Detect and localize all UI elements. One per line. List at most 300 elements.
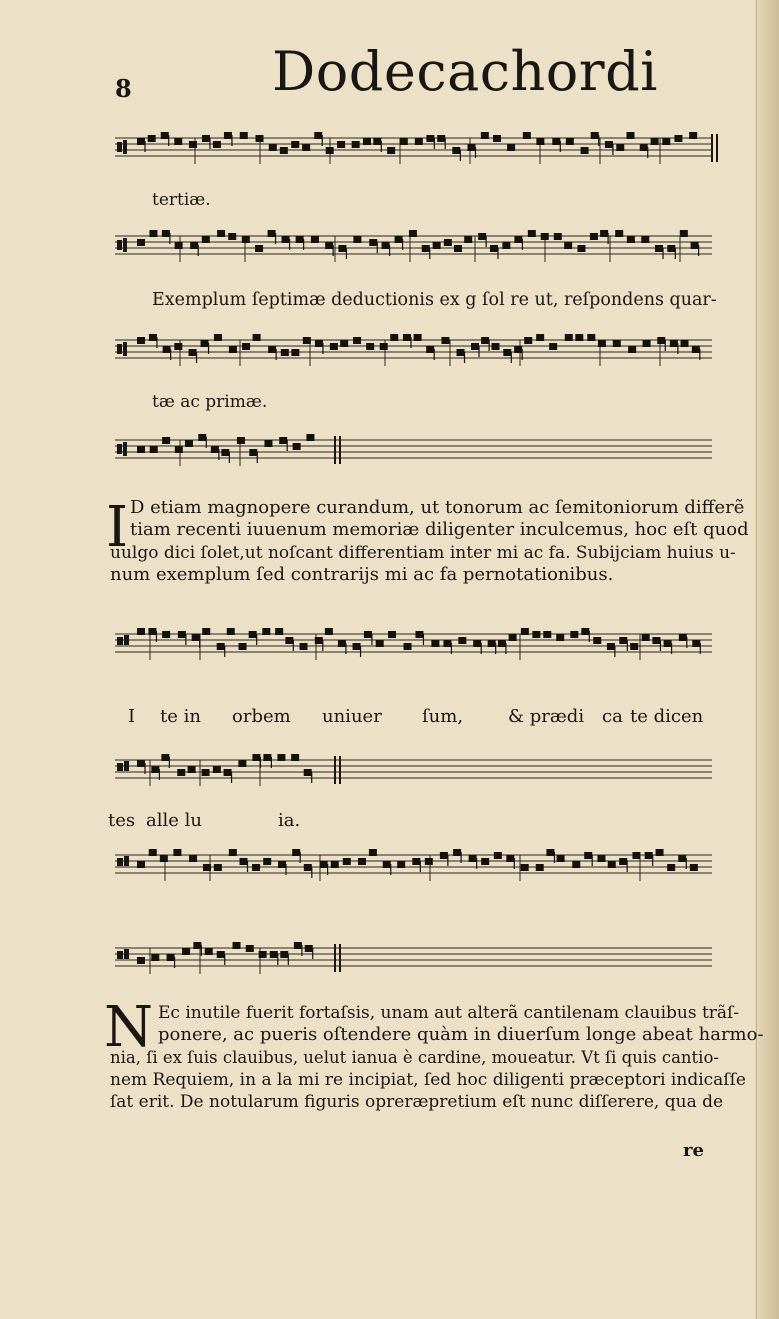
neume-note: [189, 349, 197, 356]
neume-note: [203, 864, 211, 871]
neume-note: [221, 449, 229, 456]
neume-note: [630, 643, 638, 650]
neume-note: [382, 242, 390, 249]
neume-note: [640, 144, 648, 151]
neume-note: [237, 437, 245, 444]
neume-note: [249, 631, 257, 638]
neume-note: [600, 230, 608, 237]
neume-note: [137, 239, 145, 246]
neume-note: [619, 637, 627, 644]
neume-note: [689, 132, 697, 139]
neume-note: [412, 858, 420, 865]
neume-note: [161, 754, 169, 761]
neume-note: [137, 628, 145, 635]
neume-note: [597, 855, 605, 862]
neume-note: [627, 132, 635, 139]
neume-note: [674, 135, 682, 142]
neume-note: [305, 945, 313, 952]
neume-note: [214, 864, 222, 871]
neume-note: [441, 337, 449, 344]
neume-note: [311, 236, 319, 243]
c-clef: [117, 240, 122, 250]
neume-note: [137, 138, 145, 145]
neume-note: [523, 132, 531, 139]
neume-note: [426, 135, 434, 142]
neume-note: [343, 858, 351, 865]
neume-note: [468, 144, 476, 151]
neume-note: [593, 637, 601, 644]
neume-note: [201, 340, 209, 347]
neume-note: [252, 754, 260, 761]
neume-note: [249, 449, 257, 456]
neume-note: [275, 628, 283, 635]
neume-note: [296, 236, 304, 243]
paragraph-line: nem Requiem, in a la mi re incipiat, ſed hoc diligenti præceptori indicaſſe: [110, 1069, 746, 1090]
neume-note: [285, 637, 293, 644]
neume-note: [242, 343, 250, 350]
neume-note: [566, 138, 574, 145]
neume-note: [167, 954, 175, 961]
neume-note: [137, 446, 145, 453]
neume-note: [217, 951, 225, 958]
neume-note: [667, 245, 675, 252]
neume-note: [481, 337, 489, 344]
neume-note: [259, 951, 267, 958]
neume-note: [325, 242, 333, 249]
neume-note: [376, 640, 384, 647]
neume-note: [303, 337, 311, 344]
neume-note: [233, 942, 241, 949]
neume-note: [473, 640, 481, 647]
neume-note: [353, 643, 361, 650]
neume-note: [175, 242, 183, 249]
neume-note: [330, 343, 338, 350]
neume-note: [162, 437, 170, 444]
neume-note: [641, 236, 649, 243]
neume-note: [281, 349, 289, 356]
chant-syllable: orbem: [232, 706, 291, 727]
neume-note: [506, 855, 514, 862]
neume-note: [185, 440, 193, 447]
neume-note: [137, 957, 145, 964]
f-clef: [117, 951, 123, 959]
neume-note: [619, 858, 627, 865]
neume-note: [291, 754, 299, 761]
neume-note: [678, 855, 686, 862]
page-number: 8: [115, 74, 132, 103]
neume-note: [268, 346, 276, 353]
neume-note: [263, 754, 271, 761]
neume-note: [692, 346, 700, 353]
neume-note: [314, 132, 322, 139]
neume-note: [426, 346, 434, 353]
neume-note: [502, 242, 510, 249]
neume-note: [306, 434, 314, 441]
running-head: Dodecachordi: [272, 40, 658, 103]
neume-note: [202, 135, 210, 142]
neume-note: [300, 643, 308, 650]
neume-note: [615, 230, 623, 237]
neume-note: [338, 640, 346, 647]
neume-note: [148, 135, 156, 142]
neume-note: [217, 230, 225, 237]
neume-note: [353, 337, 361, 344]
neume-note: [570, 631, 578, 638]
neume-note: [268, 230, 276, 237]
neume-note: [238, 760, 246, 767]
neume-note: [581, 628, 589, 635]
c-clef: [123, 140, 127, 154]
neume-note: [652, 637, 660, 644]
c-clef: [123, 342, 127, 356]
neume-note: [242, 236, 250, 243]
neume-note: [291, 141, 299, 148]
neume-note: [464, 236, 472, 243]
chant-syllable: ca: [602, 706, 623, 727]
f-clef: [124, 856, 129, 866]
neume-note: [607, 643, 615, 650]
paragraph-line: ſat erit. De notularum figuris opreræpretium eſt nunc diſſerere, qua de: [110, 1092, 724, 1113]
neume-note: [148, 628, 156, 635]
neume-note: [263, 858, 271, 865]
neume-note: [240, 132, 248, 139]
neume-note: [188, 766, 196, 773]
neume-note: [278, 861, 286, 868]
neume-note: [137, 337, 145, 344]
neume-note: [670, 340, 678, 347]
neume-note: [213, 141, 221, 148]
neume-note: [514, 236, 522, 243]
neume-note: [490, 245, 498, 252]
neume-note: [383, 861, 391, 868]
neume-note: [387, 147, 395, 154]
neume-note: [577, 245, 585, 252]
neume-note: [575, 334, 583, 341]
neume-note: [691, 242, 699, 249]
neume-note: [494, 852, 502, 859]
neume-note: [228, 233, 236, 240]
neume-note: [229, 849, 237, 856]
neume-note: [205, 948, 213, 955]
neume-note: [189, 141, 197, 148]
chant-syllable: uniuer: [322, 706, 382, 727]
f-clef: [124, 635, 129, 645]
neume-note: [651, 138, 659, 145]
neume-note: [655, 245, 663, 252]
neume-note: [280, 951, 288, 958]
neume-note: [277, 754, 285, 761]
lyric-tertiae: tertiæ.: [152, 190, 211, 210]
neume-note: [294, 942, 302, 949]
paragraph-line: tiam recenti iuuenum memoriæ diligenter inculcemus, hoc eſt quod: [130, 519, 749, 541]
neume-note: [182, 948, 190, 955]
neume-note: [642, 634, 650, 641]
neume-note: [256, 135, 264, 142]
neume-note: [656, 849, 664, 856]
neume-note: [667, 864, 675, 871]
neume-note: [280, 147, 288, 154]
paragraph-line: num exemplum ſed contrarijs mi ac fa pernotationibus.: [110, 563, 614, 585]
neume-note: [211, 446, 219, 453]
neume-note: [632, 852, 640, 859]
chant-syllable: & prædi: [508, 706, 585, 727]
neume-note: [458, 637, 466, 644]
chant-syllable: ſum,: [422, 706, 464, 727]
neume-note: [252, 864, 260, 871]
neume-note: [189, 855, 197, 862]
neume-note: [536, 138, 544, 145]
neume-note: [664, 640, 672, 647]
neume-note: [503, 349, 511, 356]
neume-note: [315, 340, 323, 347]
neume-note: [151, 766, 159, 773]
catchword: re: [683, 1140, 704, 1161]
initial-letter-n: N: [104, 995, 153, 1060]
neume-note: [680, 230, 688, 237]
neume-note: [255, 245, 263, 252]
c-clef: [117, 142, 122, 152]
neume-note: [224, 769, 232, 776]
neume-note: [584, 852, 592, 859]
neume-note: [175, 446, 183, 453]
neume-note: [217, 643, 225, 650]
neume-note: [536, 864, 544, 871]
neume-note: [452, 147, 460, 154]
neume-note: [453, 849, 461, 856]
neume-note: [190, 242, 198, 249]
neume-note: [163, 346, 171, 353]
neume-note: [478, 233, 486, 240]
neume-note: [481, 858, 489, 865]
neume-note: [304, 864, 312, 871]
neume-note: [471, 343, 479, 350]
neume-note: [409, 230, 417, 237]
neume-note: [454, 245, 462, 252]
neume-note: [369, 849, 377, 856]
neume-note: [532, 631, 540, 638]
f-clef: [117, 858, 123, 866]
neume-note: [162, 230, 170, 237]
neume-note: [246, 945, 254, 952]
neume-note: [352, 141, 360, 148]
neume-note: [543, 631, 551, 638]
neume-note: [541, 233, 549, 240]
neume-note: [202, 769, 210, 776]
neume-note: [498, 640, 506, 647]
chant-syllable: te in: [160, 706, 201, 727]
neume-note: [643, 340, 651, 347]
neume-note: [366, 343, 374, 350]
neume-note: [363, 138, 371, 145]
paragraph-one: [110, 497, 749, 586]
neume-note: [239, 643, 247, 650]
neume-note: [293, 443, 301, 450]
neume-note: [161, 132, 169, 139]
neume-note: [178, 631, 186, 638]
neume-note: [214, 334, 222, 341]
neume-note: [326, 147, 334, 154]
neume-note: [229, 346, 237, 353]
neume-note: [552, 138, 560, 145]
neume-note: [616, 144, 624, 151]
neume-note: [565, 334, 573, 341]
neume-note: [380, 343, 388, 350]
neume-note: [162, 631, 170, 638]
neume-note: [493, 135, 501, 142]
neume-note: [422, 245, 430, 252]
paragraph-line: nia, ſi ex ſuis clauibus, uelut ianua è cardine, moueatur. Vt ſi quis cantio-: [110, 1047, 719, 1067]
neume-note: [554, 233, 562, 240]
neume-note: [369, 239, 377, 246]
neume-note: [149, 334, 157, 341]
neume-note: [338, 245, 346, 252]
neume-note: [137, 861, 145, 868]
neume-note: [337, 141, 345, 148]
neume-note: [213, 766, 221, 773]
neume-note: [340, 340, 348, 347]
neume-note: [269, 144, 277, 151]
neume-note: [173, 849, 181, 856]
neume-note: [591, 132, 599, 139]
neume-note: [404, 643, 412, 650]
neume-note: [662, 138, 670, 145]
neume-note: [151, 954, 159, 961]
neume-note: [433, 242, 441, 249]
neume-note: [198, 434, 206, 441]
neume-note: [528, 230, 536, 237]
c-clef: [123, 238, 127, 252]
neume-note: [174, 343, 182, 350]
neume-note: [137, 760, 145, 767]
neume-note: [400, 138, 408, 145]
neume-note: [390, 334, 398, 341]
neume-note: [224, 132, 232, 139]
c-clef: [117, 344, 122, 354]
f-clef: [117, 637, 123, 645]
neume-note: [240, 858, 248, 865]
neume-note: [264, 440, 272, 447]
neume-note: [397, 861, 405, 868]
neume-note: [608, 861, 616, 868]
neume-note: [514, 346, 522, 353]
chant-syllable: ia.: [278, 810, 301, 831]
neume-note: [692, 640, 700, 647]
neume-note: [304, 769, 312, 776]
neume-note: [628, 346, 636, 353]
neume-note: [443, 640, 451, 647]
paragraph-line: Ec inutile fuerit fortaſsis, unam aut alterã cantilenam clauibus trãſ-: [158, 1003, 740, 1023]
neume-note: [431, 640, 439, 647]
chant-syllable: alle lu: [146, 810, 202, 831]
lyric-exemplum: Exemplum ſeptimæ deductionis ex g ſol re ut, reſpondens quar-: [152, 290, 717, 310]
neume-note: [373, 138, 381, 145]
f-clef: [117, 763, 123, 771]
neume-note: [193, 942, 201, 949]
neume-note: [291, 349, 299, 356]
neume-note: [564, 242, 572, 249]
neume-note: [403, 334, 411, 341]
neume-note: [149, 230, 157, 237]
neume-note: [202, 628, 210, 635]
neume-note: [425, 858, 433, 865]
neume-note: [253, 334, 261, 341]
neume-note: [657, 337, 665, 344]
neume-note: [177, 769, 185, 776]
neume-note: [320, 861, 328, 868]
neume-note: [353, 236, 361, 243]
neume-note: [202, 236, 210, 243]
neume-note: [150, 446, 158, 453]
neume-note: [440, 852, 448, 859]
neume-note: [227, 628, 235, 635]
paragraph-two: [110, 1002, 764, 1113]
neume-note: [491, 343, 499, 350]
neume-note: [572, 861, 580, 868]
paragraph-line: D etiam magnopere curandum, ut tonorum ac ſemitoniorum differẽ: [130, 497, 745, 518]
neume-note: [395, 236, 403, 243]
neume-note: [590, 233, 598, 240]
neume-note: [627, 236, 635, 243]
neume-note: [282, 236, 290, 243]
neume-note: [481, 132, 489, 139]
neume-note: [549, 343, 557, 350]
neume-note: [587, 334, 595, 341]
neume-note: [415, 631, 423, 638]
neume-note: [581, 147, 589, 154]
f-clef: [124, 761, 129, 771]
neume-note: [679, 634, 687, 641]
neume-note: [192, 634, 200, 641]
neume-note: [469, 855, 477, 862]
neume-note: [556, 634, 564, 641]
neume-note: [270, 951, 278, 958]
neume-note: [645, 852, 653, 859]
lyric-te-ac-primae: tæ ac primæ.: [152, 392, 268, 412]
neume-note: [507, 144, 515, 151]
neume-note: [415, 138, 423, 145]
neume-note: [292, 849, 300, 856]
c-clef: [117, 444, 122, 454]
neume-note: [262, 628, 270, 635]
neume-note: [437, 135, 445, 142]
neume-note: [605, 141, 613, 148]
neume-note: [315, 637, 323, 644]
neume-note: [524, 337, 532, 344]
neume-note: [613, 340, 621, 347]
paragraph-line: uulgo dici ſolet,ut noſcant differentiam inter mi ac fa. Subijciam huius u-: [110, 542, 736, 563]
neume-note: [546, 849, 554, 856]
neume-note: [279, 437, 287, 444]
chant-syllable: te dicen: [630, 706, 704, 727]
neume-note: [302, 144, 310, 151]
neume-note: [488, 640, 496, 647]
neume-note: [521, 628, 529, 635]
neume-note: [509, 634, 517, 641]
neume-note: [444, 239, 452, 246]
c-clef: [123, 442, 127, 456]
neume-note: [690, 864, 698, 871]
neume-note: [358, 858, 366, 865]
neume-note: [388, 631, 396, 638]
initial-letter-i: I: [106, 495, 129, 560]
neume-note: [149, 849, 157, 856]
neume-note: [414, 334, 422, 341]
paragraph-line: ponere, ac pueris oſtendere quàm in diuerſum longe abeat harmo-: [158, 1024, 764, 1046]
neume-note: [160, 855, 168, 862]
neume-note: [364, 631, 372, 638]
neume-note: [174, 138, 182, 145]
chant-syllable: I: [128, 706, 136, 727]
